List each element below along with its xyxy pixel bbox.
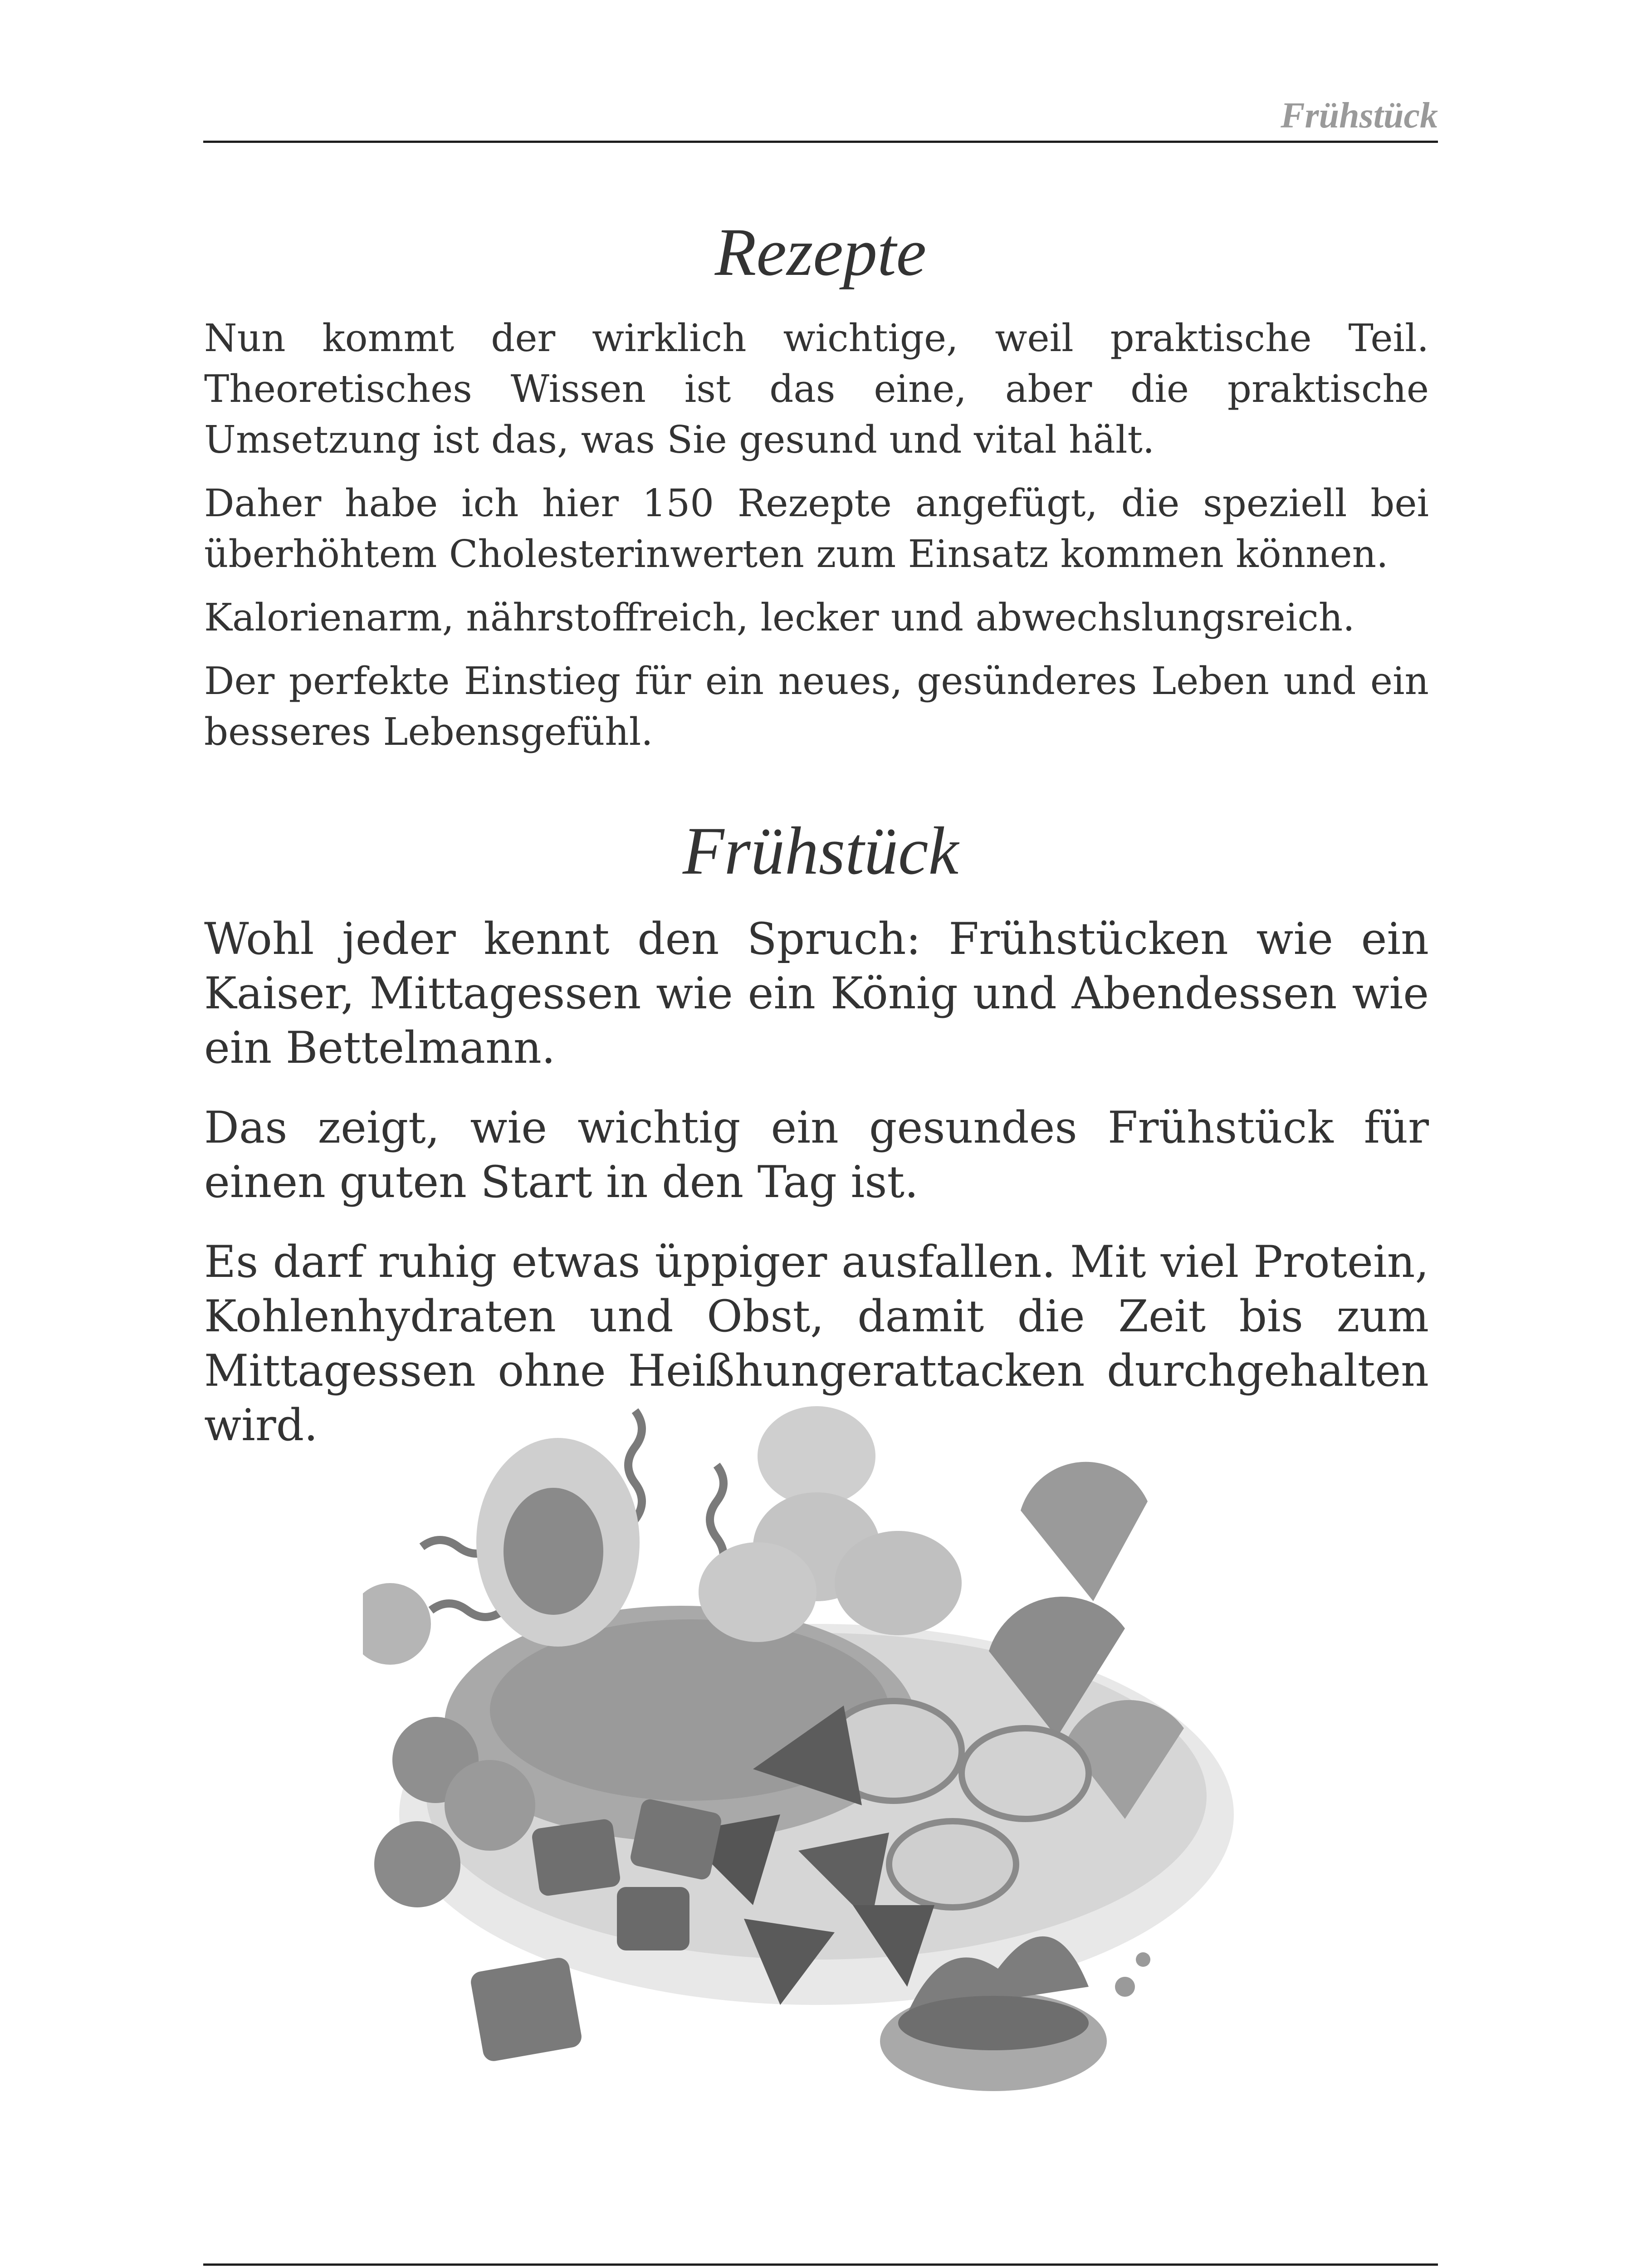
paragraph: Das zeigt, wie wichtig ein gesundes Frühstück für einen guten Start in den Tag ist. <box>204 1102 1429 1207</box>
breakfast-body <box>204 912 1429 1478</box>
section-title-recipes: Rezepte <box>714 215 927 290</box>
footer-rule <box>203 2263 1438 2266</box>
header-rule <box>203 141 1438 143</box>
recipes-body <box>204 313 1429 770</box>
paragraph: Es darf ruhig etwas üppiger ausfallen. Mit viel Protein, Kohlenhydraten und Obst, damit die Zeit bis zum Mittagessen ohne Heißhungerattacken durchgehalten wird. <box>204 1237 1429 1451</box>
paragraph: Daher habe ich hier 150 Rezepte angefügt, die speziell bei überhöhtem Cholesterinwerten zum Einsatz kommen können. <box>204 481 1429 576</box>
paragraph: Der perfekte Einstieg für ein neues, gesünderes Leben und ein besseres Lebensgefühl. <box>204 659 1429 754</box>
running-header-title: Frühstück <box>1281 96 1438 136</box>
paragraph: Nun kommt der wirklich wichtige, weil praktische Teil. Theoretisches Wissen ist das eine, aber die praktische Umsetzung ist das, was Sie gesund und vital hält. <box>204 316 1429 462</box>
section-title-breakfast: Frühstück <box>682 813 959 889</box>
paragraph: Wohl jeder kennt den Spruch: Frühstücken wie ein Kaiser, Mittagessen wie ein König und Abendessen wie ein Bettelmann. <box>204 914 1429 1073</box>
food-bowl-illustration <box>363 1397 1270 2123</box>
paragraph: Kalorienarm, nährstoffreich, lecker und abwechslungsreich. <box>204 596 1355 640</box>
